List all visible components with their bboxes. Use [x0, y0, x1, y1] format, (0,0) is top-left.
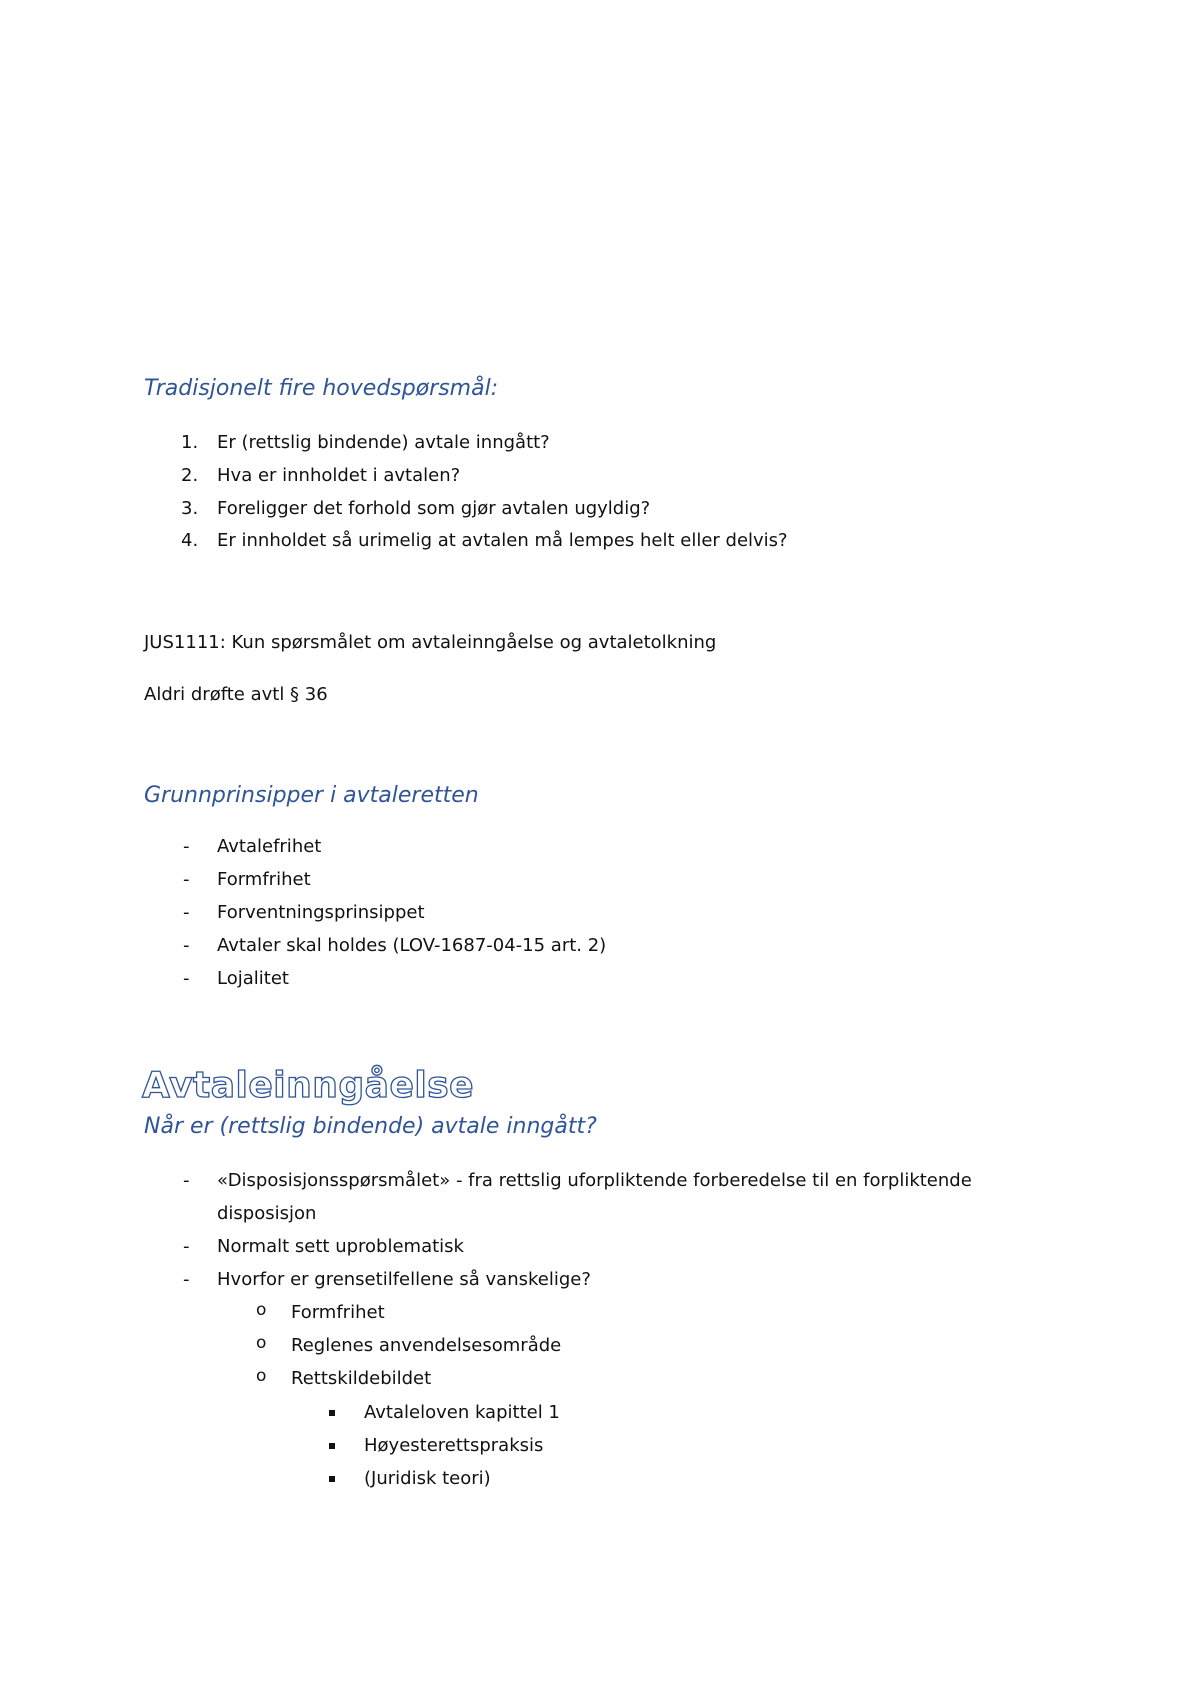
note-warning: Aldri drøfte avtl § 36 [144, 684, 328, 705]
list-item-text: Er innholdet så urimelig at avtalen må lempes helt eller delvis? [217, 530, 788, 551]
section-title-formation: Avtaleinngåelse [142, 1065, 475, 1106]
square-bullet-icon [329, 1443, 335, 1449]
sub-sub-list-item-text: (Juridisk teori) [364, 1468, 491, 1489]
list-item-text: Hva er innholdet i avtalen? [217, 465, 461, 486]
list-item-text-continued: disposisjon [217, 1203, 317, 1224]
dash-bullet: - [183, 869, 190, 890]
section-subheading-formation: Når er (rettslig bindende) avtale inngått? [144, 1114, 597, 1139]
dash-bullet: - [183, 1170, 190, 1191]
sub-list-item-text: Formfrihet [291, 1302, 385, 1323]
sub-sub-list-item-text: Høyesterettspraksis [364, 1435, 544, 1456]
sub-list-item-text: Rettskildebildet [291, 1368, 432, 1389]
list-item-text: Hvorfor er grensetilfellene så vanskelige? [217, 1269, 591, 1290]
list-item-text: Foreligger det forhold som gjør avtalen ugyldig? [217, 498, 651, 519]
sub-list-item-text: Reglenes anvendelsesområde [291, 1335, 562, 1356]
list-item-text: Forventningsprinsippet [217, 902, 425, 923]
list-item-text: Normalt sett uproblematisk [217, 1236, 464, 1257]
circle-bullet: o [256, 1366, 267, 1386]
section-heading-questions: Tradisjonelt fire hovedspørsmål: [144, 376, 499, 401]
list-item-text: Lojalitet [217, 968, 289, 989]
list-number: 3. [181, 498, 199, 519]
list-item-text: Avtaler skal holdes (LOV-1687-04-15 art. 2) [217, 935, 607, 956]
list-number: 2. [181, 465, 199, 486]
dash-bullet: - [183, 1269, 190, 1290]
sub-sub-list-item-text: Avtaleloven kapittel 1 [364, 1402, 560, 1423]
dash-bullet: - [183, 935, 190, 956]
square-bullet-icon [329, 1476, 335, 1482]
section-heading-principles: Grunnprinsipper i avtaleretten [144, 783, 479, 808]
list-item-text: «Disposisjonsspørsmålet» - fra rettslig uforpliktende forberedelse til en forpliktende [217, 1170, 972, 1191]
dash-bullet: - [183, 1236, 190, 1257]
circle-bullet: o [256, 1300, 267, 1320]
dash-bullet: - [183, 836, 190, 857]
dash-bullet: - [183, 902, 190, 923]
note-scope: JUS1111: Kun spørsmålet om avtaleinngåelse og avtaletolkning [144, 632, 717, 653]
list-item-text: Formfrihet [217, 869, 311, 890]
list-number: 4. [181, 530, 199, 551]
list-item-text: Avtalefrihet [217, 836, 322, 857]
list-item-text: Er (rettslig bindende) avtale inngått? [217, 432, 550, 453]
square-bullet-icon [329, 1410, 335, 1416]
dash-bullet: - [183, 968, 190, 989]
list-number: 1. [181, 432, 199, 453]
circle-bullet: o [256, 1333, 267, 1353]
